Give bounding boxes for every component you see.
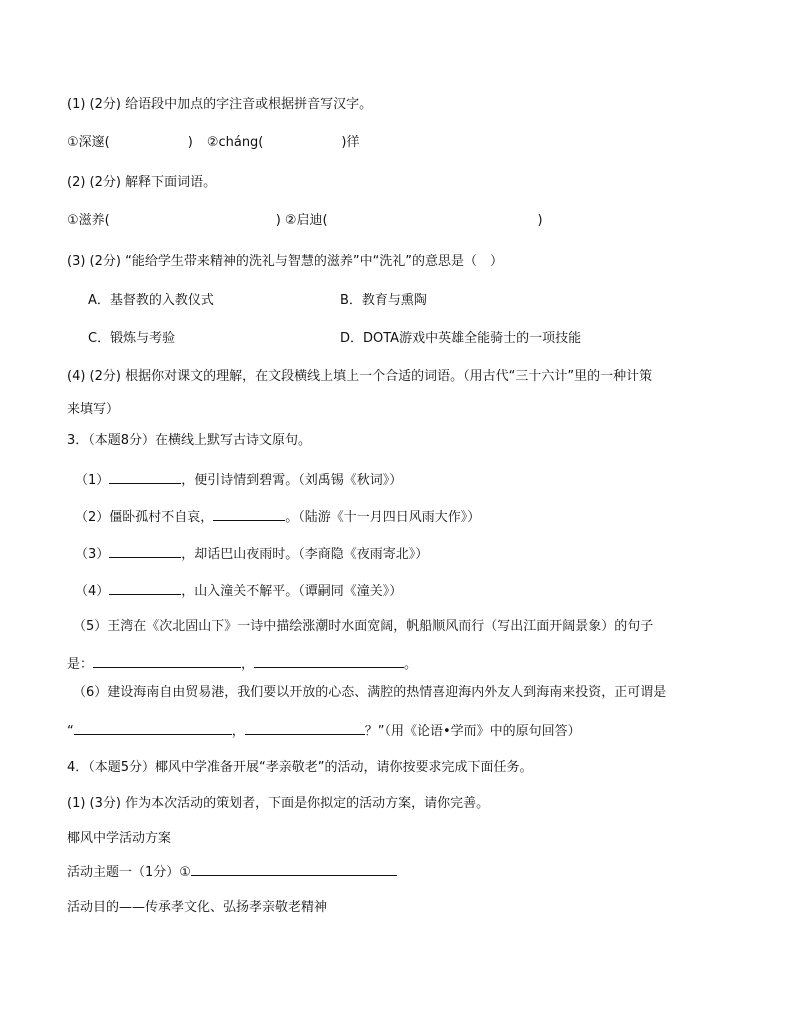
q3-item-5-pre: 是： (67, 657, 94, 672)
q3-item-3-blank[interactable] (109, 542, 181, 558)
q4-theme-label: 活动主题一（1分）① (67, 865, 191, 880)
q3-item-6-end: ？”（用《论语•学而》中的原句回答） (364, 724, 581, 739)
q3-item-6-line1: （6）建设海南自由贸易港，我们要以开放的心态、满腔的热情喜迎海内外友人到海南来投资，正可谓是 (73, 685, 667, 700)
q2-part1-a-close: ) (187, 135, 193, 150)
q3-item-1-post: ，便引诗情到碧霄。（刘禹锡《秋词》） (181, 473, 403, 488)
q4-part1-prompt: (1) (3分) 作为本次活动的策划者，下面是你拟定的活动方案，请你完善。 (67, 796, 490, 811)
q2-part1-a-label: ①深邃( (67, 135, 110, 150)
q3-item-1 (75, 468, 402, 491)
q3-item-2-blank[interactable] (213, 505, 285, 521)
q3-item-6-line2 (67, 719, 581, 742)
q3-item-5-sep: ， (241, 657, 255, 672)
q3-item-6-blank-1[interactable] (74, 719, 232, 735)
q3-item-4-post: ，山入潼关不解平。（谭嗣同《潼关》） (181, 584, 403, 599)
q4-purpose: 活动目的——传承孝文化、弘扬孝亲敬老精神 (67, 900, 328, 915)
q4-theme-blank[interactable] (191, 860, 397, 876)
q3-item-3 (75, 542, 428, 565)
q2-part3-option-d[interactable]: D．DOTA游戏中英雄全能骑士的一项技能 (340, 331, 582, 346)
q3-item-2-post: 。（陆游《十一月四日风雨大作》） (285, 510, 481, 525)
q3-item-5-blank-2[interactable] (254, 652, 404, 668)
q3-title: 3．（本题8分）在横线上默写古诗文原句。 (67, 433, 312, 448)
q3-item-6-sep: ， (231, 724, 245, 739)
q2-part2-answer-line (67, 211, 543, 231)
q3-item-5-end: 。 (404, 657, 418, 672)
q3-item-2-num: （2） (75, 510, 110, 525)
q3-item-5-line2 (67, 652, 417, 675)
q3-item-5-line1: （5）王湾在《次北固山下》一诗中描绘涨潮时水面宽阔，帆船顺风而行（写出江面开阔景象）的句子 (73, 619, 654, 634)
q3-item-1-num: （1） (75, 473, 110, 488)
q2-part2-prompt: (2) (2分) 解释下面词语。 (67, 175, 217, 190)
q2-part1-answer-line (67, 133, 359, 153)
q3-item-6-open: “ (67, 724, 74, 739)
q2-part2-b-close: ) (537, 213, 543, 228)
q3-item-5-blank-1[interactable] (93, 652, 241, 668)
q3-item-2-pre: 僵卧孤村不自哀， (109, 510, 214, 525)
q2-part4-line2: 来填写） (67, 402, 120, 417)
q2-part3-option-c[interactable]: C．锻炼与考验 (88, 331, 176, 346)
q3-item-3-post: ，却话巴山夜雨时。（李商隐《夜雨寄北》） (181, 547, 429, 562)
q2-part1-prompt: (1) (2分) 给语段中加点的字注音或根据拼音写汉字。 (67, 97, 373, 112)
q2-part2-a-close: ) (275, 213, 281, 228)
q2-part3-option-b[interactable]: B．教育与熏陶 (340, 293, 427, 308)
q4-plan-title: 椰风中学活动方案 (67, 831, 172, 846)
q2-part4-line1: (4) (2分) 根据你对课文的理解，在文段横线上填上一个合适的词语。（用古代“三十六计”里的一种计策 (67, 369, 653, 384)
q3-item-3-num: （3） (75, 547, 110, 562)
q3-item-6-blank-2[interactable] (245, 719, 365, 735)
q2-part3-option-a[interactable]: A．基督教的入教仪式 (88, 293, 214, 308)
q4-title: 4．（本题5分）椰风中学准备开展“孝亲敬老”的活动，请你按要求完成下面任务。 (67, 760, 533, 775)
q3-item-2 (75, 505, 480, 528)
q3-item-1-blank[interactable] (109, 468, 181, 484)
q3-item-4-blank[interactable] (109, 579, 181, 595)
q2-part2-a-label: ①滋养( (67, 213, 110, 228)
q4-theme-line (67, 860, 397, 883)
q2-part3-prompt: (3) (2分) “能给学生带来精神的洗礼与智慧的滋养”中“洗礼”的意思是（ ） (67, 254, 504, 269)
q2-part2-b-label: ②启迪( (284, 213, 328, 228)
q3-item-4 (75, 579, 402, 602)
q2-part1-b-label: ②cháng( (206, 135, 264, 150)
q2-part1-b-close: )徉 (341, 135, 360, 150)
q3-item-4-num: （4） (75, 584, 110, 599)
